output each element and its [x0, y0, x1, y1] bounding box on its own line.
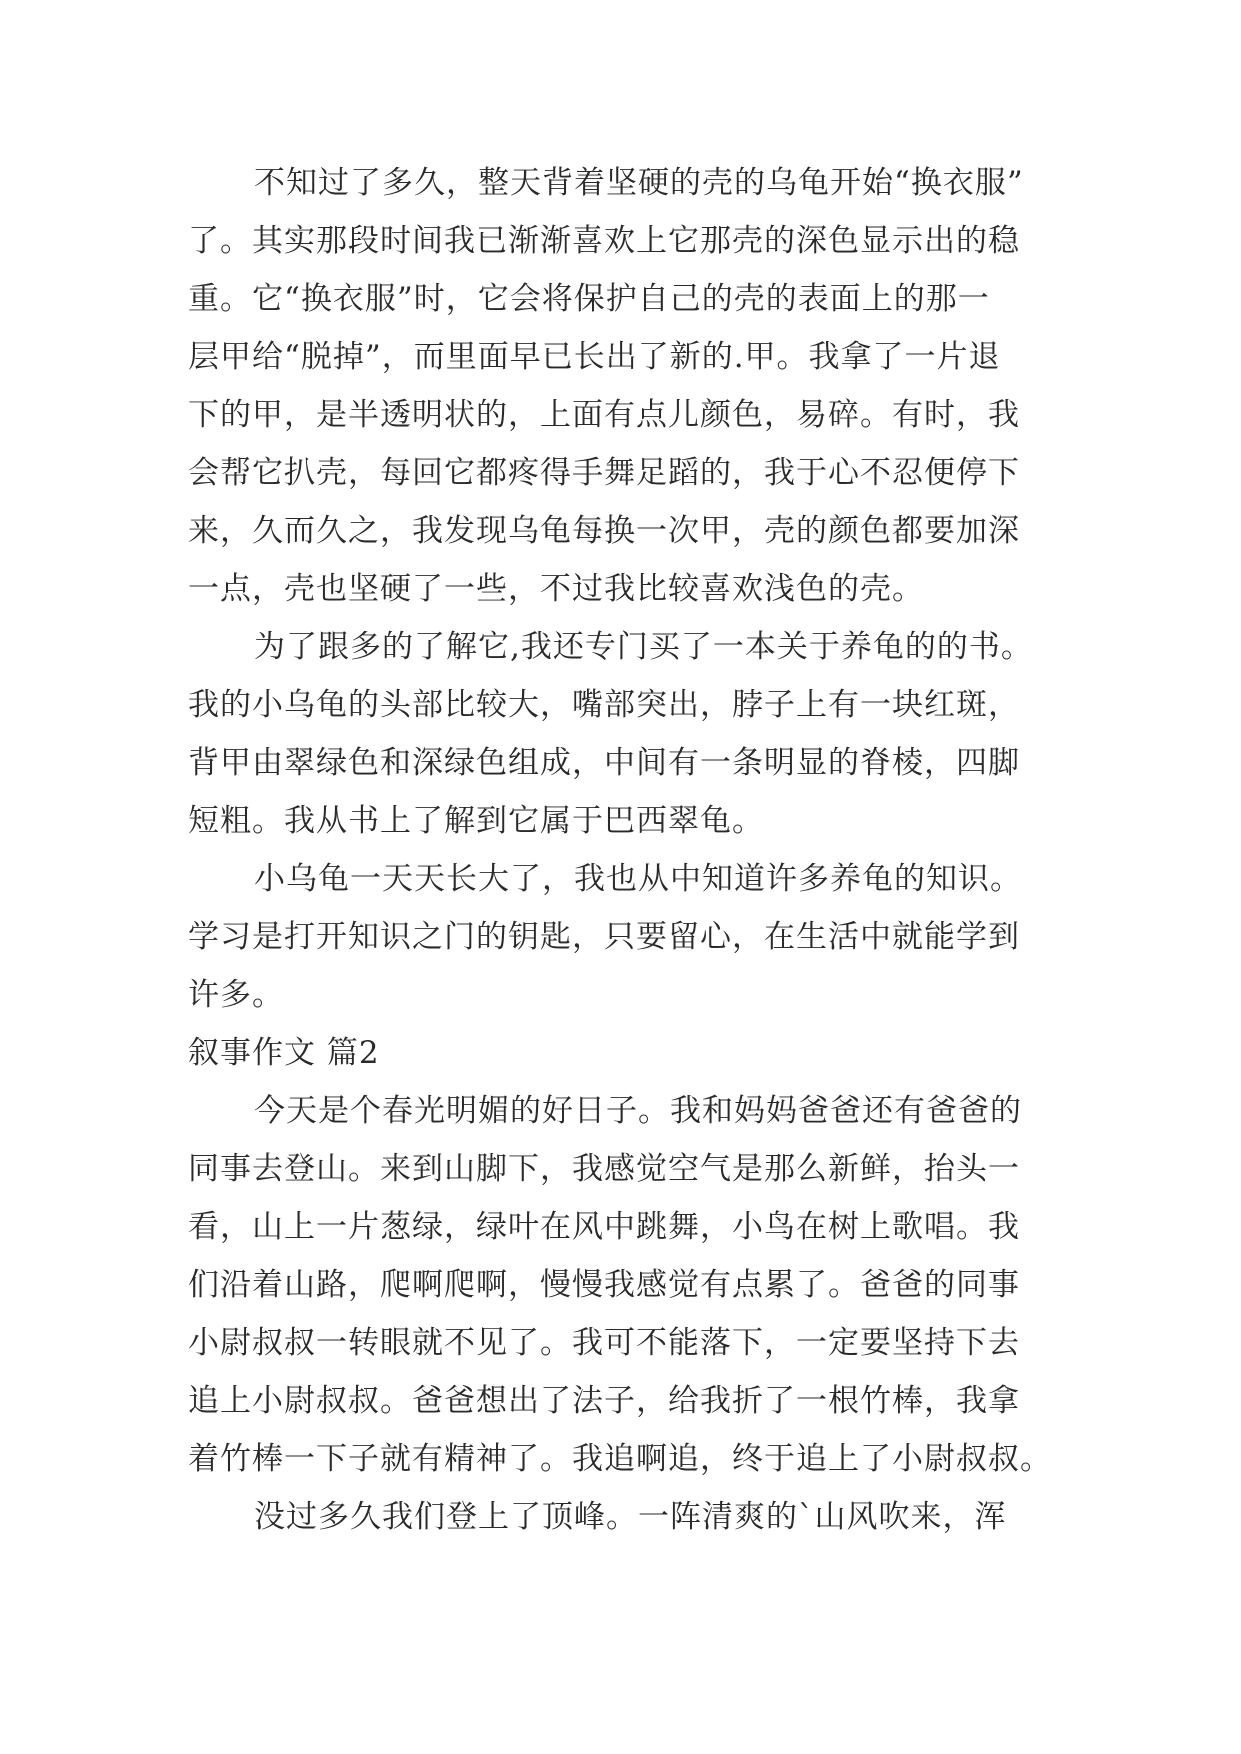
paragraph-line: 学习是打开知识之门的钥匙，只要留心，在生活中就能学到	[188, 919, 1020, 955]
paragraph-line: 背甲由翠绿色和深绿色组成，中间有一条明显的脊棱，四脚	[188, 745, 1020, 781]
paragraph-line: 追上小尉叔叔。爸爸想出了法子，给我折了一根竹棒，我拿	[188, 1383, 1020, 1419]
paragraph-line: 今天是个春光明媚的好日子。我和妈妈爸爸还有爸爸的	[254, 1093, 1022, 1129]
document-body	[188, 154, 1068, 1546]
paragraph-line: 小尉叔叔一转眼就不见了。我可不能落下，一定要坚持下去	[188, 1325, 1020, 1361]
paragraph-line: 许多。	[188, 977, 284, 1013]
section-heading: 叙事作文 篇2	[188, 1035, 380, 1071]
paragraph-line: 了。其实那段时间我已渐渐喜欢上它那壳的深色显示出的稳	[188, 223, 1020, 259]
paragraph-line: 同事去登山。来到山脚下，我感觉空气是那么新鲜，抬头一	[188, 1151, 1020, 1187]
paragraph-line: 短粗。我从书上了解到它属于巴西翠龟。	[188, 803, 764, 839]
paragraph-line: 下的甲，是半透明状的，上面有点儿颜色，易碎。有时，我	[188, 397, 1020, 433]
paragraph-line: 一点，壳也坚硬了一些，不过我比较喜欢浅色的壳。	[188, 571, 924, 607]
paragraph-line: 我的小乌龟的头部比较大，嘴部突出，脖子上有一块红斑，	[188, 687, 1020, 723]
paragraph-line: 们沿着山路，爬啊爬啊，慢慢我感觉有点累了。爸爸的同事	[188, 1267, 1020, 1303]
paragraph-line: 为了跟多的了解它,我还专门买了一本关于养龟的的书。	[254, 629, 1033, 665]
paragraph-line: 会帮它扒壳，每回它都疼得手舞足蹈的，我于心不忍便停下	[188, 455, 1020, 491]
paragraph-line: 层甲给“脱掉”，而里面早已长出了新的.甲。我拿了一片退	[188, 339, 1001, 375]
paragraph-line: 来，久而久之，我发现乌龟每换一次甲，壳的颜色都要加深	[188, 513, 1020, 549]
paragraph-line: 没过多久我们登上了顶峰。一阵清爽的`山风吹来，浑	[254, 1499, 1007, 1535]
paragraph-line: 着竹棒一下子就有精神了。我追啊追，终于追上了小尉叔叔。	[188, 1441, 1052, 1477]
paragraph-line: 小乌龟一天天长大了，我也从中知道许多养龟的知识。	[254, 861, 1022, 897]
paragraph-line: 不知过了多久，整天背着坚硬的壳的乌龟开始“换衣服”	[254, 165, 1024, 201]
paragraph-line: 看，山上一片葱绿，绿叶在风中跳舞，小鸟在树上歌唱。我	[188, 1209, 1020, 1245]
paragraph-line: 重。它“换衣服”时，它会将保护自己的壳的表面上的那一	[188, 281, 990, 317]
